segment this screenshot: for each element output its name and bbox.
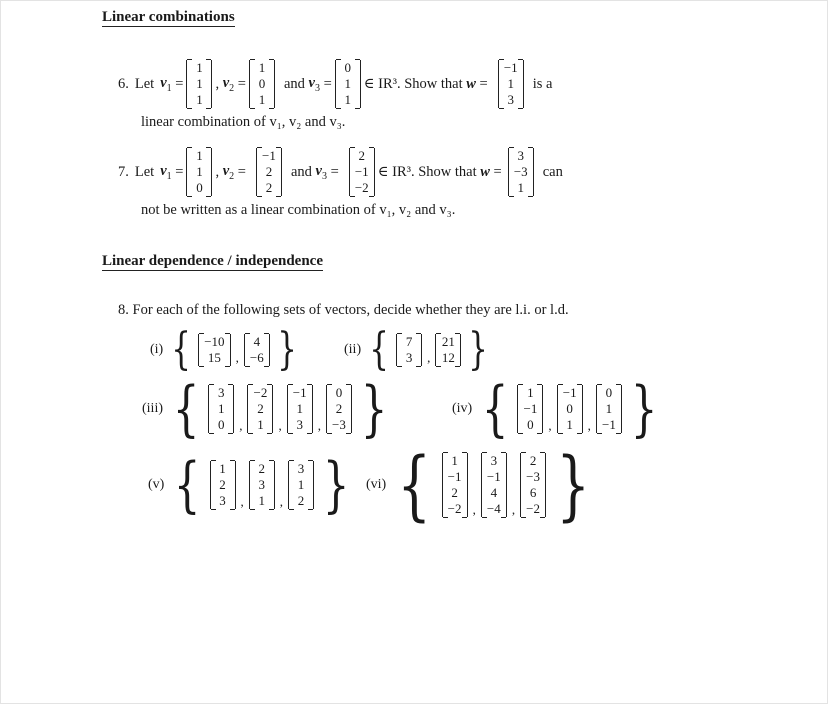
set-vi-vector-2: 3 −1 4 −4: [481, 453, 507, 517]
right-brace: }: [468, 324, 489, 375]
problem-6-continuation: linear combination of v₁, v₂ and v₃.: [141, 114, 346, 130]
set-ii-label: (ii): [344, 342, 362, 357]
v1-symbol: $v_1$: [160, 74, 172, 94]
problem-8-number: 8.: [118, 302, 129, 318]
left-brace: {: [172, 374, 200, 444]
p7-w-matrix: 3 −3 1: [508, 148, 534, 196]
set-ii-vector-2: 21 12: [435, 334, 461, 366]
right-brace: }: [360, 374, 388, 444]
set-vi: (vi) { 1 −1 2 −2 , 3 −1 4 −4 , 2 −3 6 −2 }: [366, 440, 591, 529]
w-symbol: w: [476, 163, 490, 180]
set-iii-vector-3: −1 1 3: [287, 385, 313, 433]
set-v-label: (v): [148, 477, 165, 492]
v2-symbol: $v_2$: [219, 162, 235, 182]
left-brace: {: [174, 450, 201, 520]
set-i: (i) { −10 15 , 4 −6 }: [150, 324, 297, 375]
right-brace: }: [556, 440, 591, 529]
set-vi-vector-3: 2 −3 6 −2: [520, 453, 546, 517]
set-iv-vector-3: 0 1 −1: [596, 385, 622, 433]
set-vi-vector-1: 1 −1 2 −2: [442, 453, 468, 517]
right-brace: }: [630, 374, 658, 444]
set-vi-label: (vi): [366, 477, 387, 492]
p7-in-space: ∈ IR³. Show that: [377, 163, 477, 180]
p6-v3-matrix: 0 1 1: [335, 60, 361, 108]
set-iv-label: (iv): [452, 401, 473, 416]
p6-w-matrix: −1 1 3: [498, 60, 524, 108]
left-brace: {: [397, 440, 432, 529]
problem-7-continuation: not be written as a linear combination of v₁, v₂ and v₃.: [141, 202, 456, 218]
problem-6-let: Let: [134, 75, 155, 92]
p6-tail: is a: [532, 75, 553, 92]
problem-6-row: 6. Let $v_1$ = 1 1 1 , $v_2$ = 1 0 1 and $v_3$ = 0 1 1 ∈ IR³. Show that w = −1 1 3 is a: [118, 60, 553, 107]
set-ii: (ii) { 7 3 , 21 12 }: [344, 324, 489, 375]
problem-8-text: For each of the following sets of vectors, decide whether they are l.i. or l.d.: [132, 302, 569, 318]
p6-in-space: ∈ IR³. Show that: [363, 75, 463, 92]
problem-7-row: 7. Let $v_1$ = 1 1 0 , $v_2$ = −1 2 2 and $v_3$ = 2 −1 −2 ∈ IR³. Show that w = 3 −3 1 can: [118, 148, 563, 195]
set-iv-vector-1: 1 −1 0: [517, 385, 543, 433]
v3-symbol: $v_3$: [311, 162, 327, 182]
p6-v1-matrix: 1 1 1: [186, 60, 212, 108]
problem-7-number: 7.: [118, 163, 129, 180]
problem-7-let: Let: [134, 163, 155, 180]
section-heading-linear-combinations: Linear combinations: [102, 9, 235, 25]
v1-symbol: $v_1$: [160, 162, 172, 182]
set-i-label: (i): [150, 342, 164, 357]
left-brace: {: [171, 324, 192, 375]
p7-v1-matrix: 1 1 0: [186, 148, 212, 196]
section-heading-linear-dependence: Linear dependence / independence: [102, 253, 323, 269]
p6-v2-matrix: 1 0 1: [249, 60, 275, 108]
v2-symbol: $v_2$: [219, 74, 235, 94]
left-brace: {: [481, 374, 509, 444]
problem-8-statement: [118, 302, 569, 319]
p7-and: and: [290, 163, 312, 180]
set-ii-vector-1: 7 3: [396, 334, 422, 366]
left-brace: {: [369, 324, 389, 375]
v3-symbol: $v_3$: [304, 74, 320, 94]
set-iii-vector-4: 0 2 −3: [326, 385, 352, 433]
p7-v2-matrix: −1 2 2: [256, 148, 282, 196]
p6-and: and: [283, 75, 305, 92]
p7-tail: can: [542, 163, 563, 180]
set-iii-label: (iii): [142, 401, 163, 416]
p7-v3-matrix: 2 −1 −2: [349, 148, 375, 196]
set-iii-vector-1: 3 1 0: [208, 385, 234, 433]
right-brace: }: [277, 324, 297, 375]
right-brace: }: [322, 450, 350, 520]
set-iv-vector-2: −1 0 1: [557, 385, 583, 433]
set-v-vector-1: 1 2 3: [210, 461, 236, 509]
problem-6-number: 6.: [118, 75, 129, 92]
w-symbol: w: [462, 75, 476, 92]
set-iv: (iv) { 1 −1 0 , −1 0 1 , 0 1 −1 }: [452, 374, 658, 444]
set-v-vector-2: 2 3 1: [249, 461, 275, 509]
set-i-vector-2: 4 −6: [244, 334, 270, 366]
set-iii: (iii) { 3 1 0 , −2 2 1 , −1 1 3 , 0 2 −3 }: [142, 374, 388, 444]
set-i-vector-1: −10 15: [198, 334, 230, 366]
set-v: (v) { 1 2 3 , 2 3 1 , 3 1 2 }: [148, 450, 350, 520]
set-iii-vector-2: −2 2 1: [247, 385, 273, 433]
set-v-vector-3: 3 1 2: [288, 461, 314, 509]
